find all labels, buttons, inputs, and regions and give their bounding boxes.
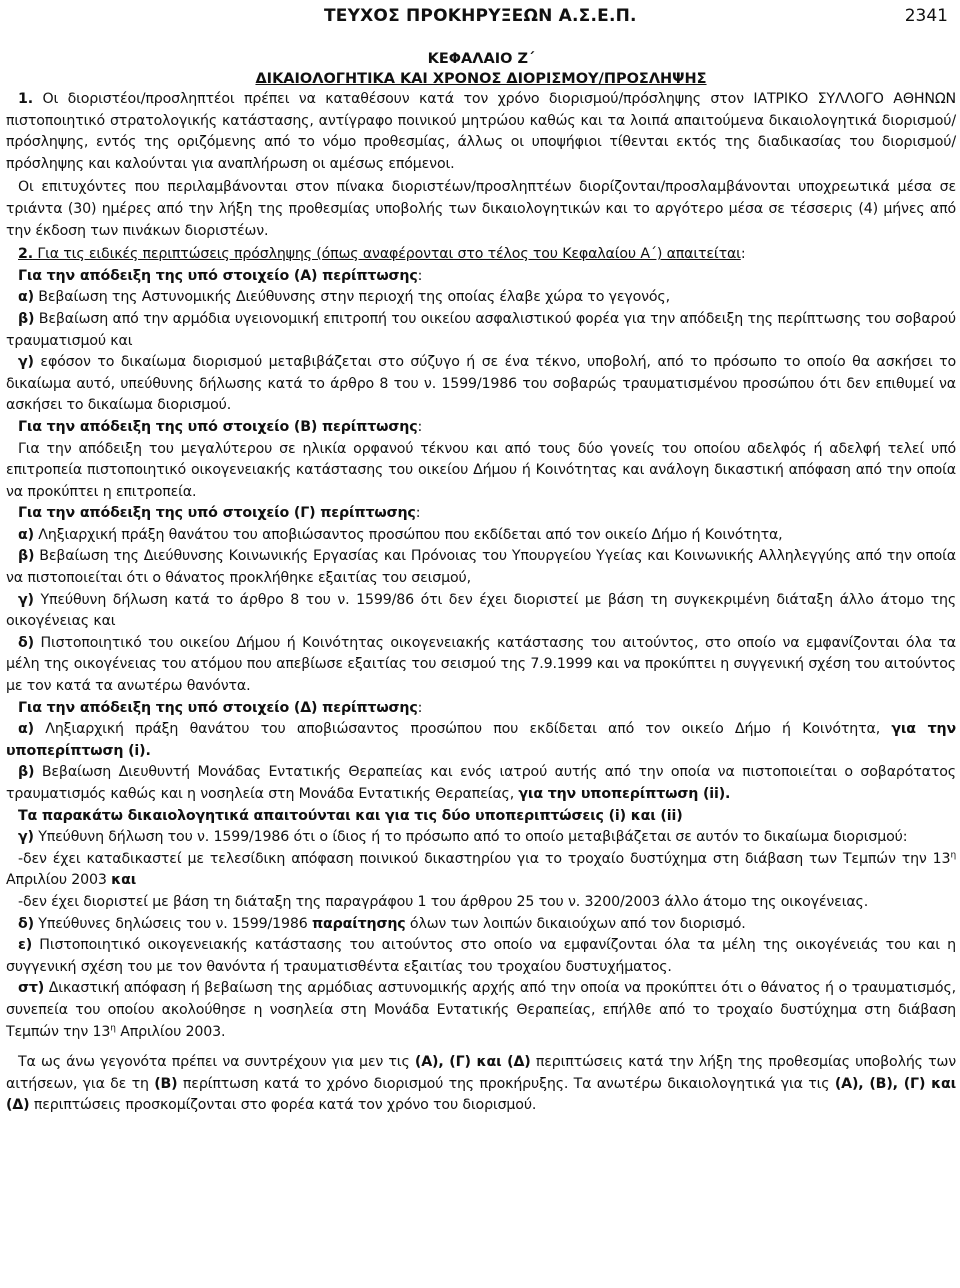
section-number: 2. <box>18 246 33 263</box>
closing-paragraph: Τα ως άνω γεγονότα πρέπει να συντρέχουν για μεν τις (Α), (Γ) και (Δ) περιπτώσεις κατά την λήξη της προθεσμίας υποβολής των αιτήσεων, για δε τη (Β) περίπτωση κατά το χρόνο διορισμού της προκήρυξης. Τα ανωτέρω δικαιολογητικά για τις (Α), (Β), (Γ) και (Δ) περιπτώσεις προσκομίζονται στο φορέα κατά τον χρόνο του διορισμού. <box>6 1054 956 1114</box>
chapter-title: ΚΕΦΑΛΑΙΟ Ζ΄ <box>427 51 535 67</box>
case-c-item-d: δ) Πιστοποιητικό του οικείου Δήμου ή Κοινότητας οικογενειακής κατάστασης του αιτούντος, στο οποίο να εμφανίζονται όλα τα μέλη της οικογένειας του ατόμου που απεβίωσε εξαιτίας του σεισμού της 7.9.1999 και να προκύπτει η συγγενική σχέση του αιτούντος με τον κατά τα ανωτέρω θανόντα. <box>6 634 956 695</box>
case-a-item-b: β) Βεβαίωση από την αρμόδια υγειονομική επιτροπή του οικείου ασφαλιστικού φορέα για την απόδειξη της περίπτωσης του σοβαρού τραυματισμού και <box>6 310 956 349</box>
page-header <box>6 0 956 34</box>
header-title: ΤΕΥΧΟΣ ΠΡΟΚΗΡΥΞΕΩΝ Α.Σ.Ε.Π. <box>324 6 637 26</box>
common-dash-2: -δεν έχει διοριστεί με βάση τη διάταξη της παραγράφου 1 του άρθρου 25 του ν. 3200/2003 άλλο άτομο της οικογένειας. <box>18 893 869 910</box>
chapter-subtitle: ΔΙΚΑΙΟΛΟΓΗΤΙΚΑ ΚΑΙ ΧΡΟΝΟΣ ΔΙΟΡΙΣΜΟΥ/ΠΡΟΣΛΗΨΗΣ <box>255 71 707 87</box>
case-d-heading: Για την απόδειξη της υπό στοιχείο (Δ) περίπτωσης: <box>18 699 423 716</box>
case-d-item-b: β) Βεβαίωση Διευθυντή Μονάδας Εντατικής Θεραπείας και ενός ιατρού αυτής από την οποία να πιστοποιείται ο σοβαρότατος τραυματισμός καθώς και η νοσηλεία στη Μονάδα Εντατικής Θεραπείας, για την υποπερίπτωση (ii). <box>6 764 956 802</box>
case-b-text: Για την απόδειξη του μεγαλύτερου σε ηλικία ορφανού τέκνου και από τους δύο γονείς του οποίου αδελφός ή αδελφή τελεί υπό επιτροπεία πιστοποιητικό οικογενειακής κατάστασης του οικείου Δήμου ή Κοινότητας και ανάλογη δικαστική απόφαση από την οποία να προκύπτει η επιτροπεία. <box>6 440 956 500</box>
case-c-item-c: γ) Υπεύθυνη δήλωση κατά το άρθρο 8 του ν. 1599/86 ότι δεν έχει διοριστεί με βάση τη συγκεκριμένη διάταξη άλλο άτομο της οικογένειας και <box>6 591 956 630</box>
case-c-item-a: α) Ληξιαρχική πράξη θανάτου του αποβιώσαντος προσώπου που εκδίδεται από τον οικείο Δήμο ή Κοινότητα, <box>18 526 783 543</box>
common-dash-1: -δεν έχει καταδικαστεί με τελεσίδικη απόφαση ποινικού δικαστηρίου για το τροχαίο δυστύχημα στη διάβαση των Τεμπών την $13^\eta$ Απριλίου 2003 και <box>6 850 956 889</box>
case-b-heading: Για την απόδειξη της υπό στοιχείο (Β) περίπτωσης: <box>18 418 423 435</box>
case-c-item-b: β) Βεβαίωση της Διεύθυνσης Κοινωνικής Εργασίας και Πρόνοιας του Υπουργείου Υγείας και Κοινωνικής Αλληλεγγύης από την οποία να πιστοποιείται ότι ο θάνατος προκλήθηκε εξαιτίας του σεισμού, <box>6 548 956 587</box>
common-item-f: στ) Δικαστική απόφαση ή βεβαίωση της αρμόδιας αστυνομικής αρχής από την οποία να προκύπτει ότι ο θάνατος ή ο τραυματισμός, συνεπεία του οποίου ακολούθησε η νοσηλεία στη Μονάδα Εντατικής Θεραπείας, επήλθε από το τροχαίο δυστύχημα στη διάβαση Τεμπών την $13^\eta$ Απριλίου 2003. <box>6 980 956 1040</box>
case-d-item-a: α) Ληξιαρχική πράξη θανάτου του αποβιώσαντος προσώπου που εκδίδεται από τον οικείο Δήμο ή Κοινότητα, για την υποπερίπτωση (i). <box>6 721 957 759</box>
section-2-paragraph: 2. Για τις ειδικές περιπτώσεις πρόσληψης (όπως αναφέρονται στο τέλος του Κεφαλαίου Α΄) απαιτείται: <box>18 246 746 263</box>
section-number: 1. <box>18 91 33 107</box>
case-c-heading: Για την απόδειξη της υπό στοιχείο (Γ) περίπτωσης: <box>18 505 421 522</box>
case-a-item-a: α) Βεβαίωση της Αστυνομικής Διεύθυνσης στην περιοχή της οποίας έλαβε χώρα το γεγονός, <box>18 289 670 306</box>
common-item-c: γ) Υπεύθυνη δήλωση του ν. 1599/1986 ότι ο ίδιος ή το πρόσωπο από το οποίο μεταβιβάζεται σε αυτόν το δικαίωμα διορισμού: <box>18 829 908 846</box>
section-1-paragraph-2: Οι επιτυχόντες που περιλαμβάνονται στον πίνακα διοριστέων/προσληπτέων διορίζονται/προσλαμβάνονται υποχρεωτικά μέσα σε τριάντα (30) ημέρες από την λήξη της προθεσμίας υποβολής των δικαιολογητικών και το αργότερο μέσα σε τέσσερις (4) μήνες από την έκδοση των πινάκων διοριστέων. <box>6 179 956 239</box>
section-1-paragraph: 1. Οι διοριστέοι/προσληπτέοι πρέπει να καταθέσουν κατά τον χρόνο διορισμού/πρόσληψης στον ΙΑΤΡΙΚΟ ΣΥΛΛΟΓΟ ΑΘΗΝΩΝ πιστοποιητικό στρατολογικής κατάστασης, αντίγραφο ποινικού μητρώου καθώς και τα λοιπά απαιτούμενα δικαιολογητικά διορισμού/πρόσληψης, εντός της οριζόμενης από το νόμο προθεσμίας, άλλως οι υποψήφιοι τίθενται εκτός της διαδικασίας του διορισμού/πρόσληψης και καλούνται για αναπλήρωση οι αμέσως επόμενοι. <box>6 91 956 172</box>
common-heading: Τα παρακάτω δικαιολογητικά απαιτούνται και για τις δύο υποπεριπτώσεις (i) και (ii) <box>18 807 683 824</box>
common-item-e: ε) Πιστοποιητικό οικογενειακής κατάστασης του αιτούντος στο οποίο να εμφανίζονται όλα τα μέλη της οικογένειάς του και η συγγενική σχέση του με τον θανόντα ή τραυματισθέντα εξαιτίας του τροχαίου δυστυχήματος. <box>6 937 956 975</box>
case-a-item-c: γ) εφόσον το δικαίωμα διορισμού μεταβιβάζεται στο σύζυγο ή σε ένα τέκνο, υποβολή, από το πρόσωπο το οποίο θα ασκήσει το δικαίωμα αυτό, υπεύθυνης δήλωσης κατά το άρθρο 8 του ν. 1599/1986 του σοβαρώς τραυματισμένου προσώπου ότι δεν επιθυμεί να ασκήσει το δικαίωμα διορισμού. <box>6 354 956 414</box>
common-item-d: δ) Υπεύθυνες δηλώσεις του ν. 1599/1986 παραίτησης όλων των λοιπών δικαιούχων από τον διορισμό. <box>18 915 746 932</box>
case-a-heading: Για την απόδειξη της υπό στοιχείο (Α) περίπτωσης: <box>18 267 423 284</box>
page-number: 2341 <box>904 6 948 26</box>
document-page <box>6 0 956 1117</box>
